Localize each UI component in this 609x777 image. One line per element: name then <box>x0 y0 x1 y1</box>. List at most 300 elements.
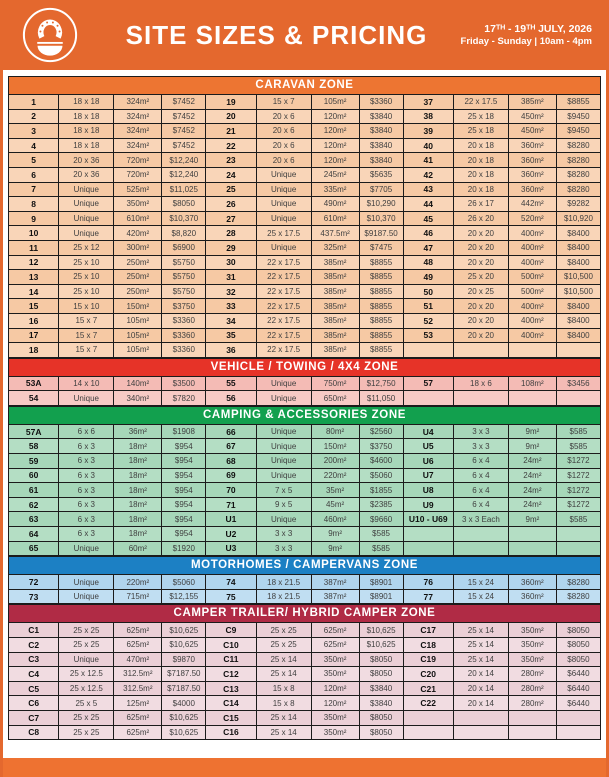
site-dimensions: 25 x 25 <box>59 725 114 740</box>
site-number: 56 <box>206 391 256 406</box>
site-price: $4600 <box>359 454 403 469</box>
site-number: 68 <box>206 454 256 469</box>
site-dimensions: 26 x 17 <box>453 197 508 212</box>
site-area: 360m² <box>508 182 556 197</box>
site-area: 385m² <box>311 270 359 285</box>
site-dimensions: Unique <box>59 575 114 590</box>
site-number: U10 - U69 <box>403 512 453 527</box>
site-dimensions: 20 x 25 <box>453 284 508 299</box>
site-price: $12,750 <box>359 376 403 391</box>
site-number: C21 <box>403 681 453 696</box>
site-area: 312.5m² <box>114 667 162 682</box>
site-number: 8 <box>9 197 59 212</box>
table-row <box>9 652 601 667</box>
site-dimensions: 26 x 20 <box>453 211 508 226</box>
table-row <box>9 226 601 241</box>
site-dimensions: 3 x 3 <box>453 424 508 439</box>
brand-logo <box>21 6 79 64</box>
table-row <box>9 589 601 604</box>
site-dimensions: Unique <box>59 197 114 212</box>
site-area: 9m² <box>508 424 556 439</box>
site-number: C14 <box>206 696 256 711</box>
site-number: C20 <box>403 667 453 682</box>
site-area: 105m² <box>311 95 359 110</box>
site-price: $8280 <box>556 153 600 168</box>
site-price: $10,625 <box>162 725 206 740</box>
site-area: 35m² <box>311 483 359 498</box>
site-price: $7452 <box>162 95 206 110</box>
site-price: $12,240 <box>162 167 206 182</box>
site-price <box>556 710 600 725</box>
site-price: $10,920 <box>556 211 600 226</box>
site-number: C11 <box>206 652 256 667</box>
site-price: $8400 <box>556 255 600 270</box>
site-dimensions: 25 x 25 <box>59 710 114 725</box>
site-dimensions: Unique <box>256 454 311 469</box>
site-number: 4 <box>9 138 59 153</box>
site-number: 7 <box>9 182 59 197</box>
site-area: 350m² <box>311 710 359 725</box>
site-dimensions: 22 x 17.5 <box>256 313 311 328</box>
site-number: 23 <box>206 153 256 168</box>
site-area: 385m² <box>311 328 359 343</box>
site-area: 400m² <box>508 299 556 314</box>
site-area: 280m² <box>508 667 556 682</box>
zone-table-vehicle-towing-4x4 <box>8 376 601 406</box>
site-price: $8050 <box>359 652 403 667</box>
site-area: 720m² <box>114 153 162 168</box>
site-dimensions: 25 x 25 <box>256 623 311 638</box>
table-row <box>9 343 601 358</box>
page-title: SITE SIZES & PRICING <box>125 19 428 50</box>
event-dates-block <box>444 22 594 49</box>
site-number: 61 <box>9 483 59 498</box>
site-area: 610m² <box>114 211 162 226</box>
site-area: 500m² <box>508 284 556 299</box>
table-row <box>9 153 601 168</box>
table-row <box>9 138 601 153</box>
site-dimensions: 18 x 18 <box>59 138 114 153</box>
site-dimensions: 6 x 4 <box>453 454 508 469</box>
site-price: $7452 <box>162 124 206 139</box>
site-price: $7187.50 <box>162 667 206 682</box>
site-dimensions: 20 x 14 <box>453 681 508 696</box>
site-area: 625m² <box>114 638 162 653</box>
site-area: 9m² <box>311 541 359 556</box>
site-dimensions: 22 x 17.5 <box>256 255 311 270</box>
site-number <box>403 343 453 358</box>
site-number: 22 <box>206 138 256 153</box>
site-dimensions: 3 x 3 <box>256 527 311 542</box>
site-price: $8855 <box>359 270 403 285</box>
site-price: $12,240 <box>162 153 206 168</box>
site-area: 750m² <box>311 376 359 391</box>
site-price: $585 <box>359 541 403 556</box>
site-area: 350m² <box>508 623 556 638</box>
site-price: $6440 <box>556 667 600 682</box>
site-price: $9660 <box>359 512 403 527</box>
site-number: U6 <box>403 454 453 469</box>
site-price: $1272 <box>556 497 600 512</box>
table-row <box>9 454 601 469</box>
zone-caravan <box>8 76 601 358</box>
site-area: 450m² <box>508 109 556 124</box>
table-row <box>9 328 601 343</box>
table-row <box>9 541 601 556</box>
site-price: $3750 <box>359 439 403 454</box>
site-price: $8855 <box>359 343 403 358</box>
site-dimensions: 15 x 10 <box>59 299 114 314</box>
table-row <box>9 391 601 406</box>
site-number: 69 <box>206 468 256 483</box>
table-row <box>9 424 601 439</box>
site-price: $7187.50 <box>162 681 206 696</box>
site-area: 140m² <box>114 376 162 391</box>
site-area <box>508 710 556 725</box>
site-price: $3360 <box>162 343 206 358</box>
site-area: 470m² <box>114 652 162 667</box>
site-dimensions: 15 x 8 <box>256 696 311 711</box>
site-area: 125m² <box>114 696 162 711</box>
site-number: C5 <box>9 681 59 696</box>
site-price: $8901 <box>359 575 403 590</box>
site-price: $585 <box>556 424 600 439</box>
site-number: 50 <box>403 284 453 299</box>
site-number: U7 <box>403 468 453 483</box>
site-price: $9282 <box>556 197 600 212</box>
site-number: 21 <box>206 124 256 139</box>
site-number: 24 <box>206 167 256 182</box>
site-number: 66 <box>206 424 256 439</box>
site-number: C19 <box>403 652 453 667</box>
site-dimensions: Unique <box>59 211 114 226</box>
zone-camping-accessories <box>8 406 601 556</box>
site-dimensions: 18 x 18 <box>59 109 114 124</box>
site-area: 387m² <box>311 589 359 604</box>
site-number: 60 <box>9 468 59 483</box>
site-price: $954 <box>162 483 206 498</box>
site-number: C22 <box>403 696 453 711</box>
site-price: $8280 <box>556 138 600 153</box>
site-area: 24m² <box>508 483 556 498</box>
site-area: 120m² <box>311 109 359 124</box>
site-area: 24m² <box>508 454 556 469</box>
site-price: $5060 <box>359 468 403 483</box>
site-area: 120m² <box>311 124 359 139</box>
site-price <box>556 541 600 556</box>
site-number <box>403 725 453 740</box>
site-area: 105m² <box>114 328 162 343</box>
site-number: 71 <box>206 497 256 512</box>
table-row <box>9 376 601 391</box>
site-area: 24m² <box>508 497 556 512</box>
site-dimensions: Unique <box>59 391 114 406</box>
table-row <box>9 468 601 483</box>
site-number: 74 <box>206 575 256 590</box>
site-number: 44 <box>403 197 453 212</box>
table-row <box>9 527 601 542</box>
site-price: $6440 <box>556 681 600 696</box>
site-price: $954 <box>162 454 206 469</box>
site-area: 715m² <box>114 589 162 604</box>
site-number: 2 <box>9 109 59 124</box>
site-price: $4000 <box>162 696 206 711</box>
site-area: 350m² <box>311 652 359 667</box>
site-number: 58 <box>9 439 59 454</box>
site-number: 31 <box>206 270 256 285</box>
site-price: $10,500 <box>556 284 600 299</box>
site-dimensions: 20 x 20 <box>453 226 508 241</box>
site-area <box>508 725 556 740</box>
site-price: $10,290 <box>359 197 403 212</box>
site-price: $10,625 <box>359 623 403 638</box>
site-dimensions <box>453 527 508 542</box>
site-dimensions: Unique <box>59 226 114 241</box>
table-row <box>9 623 601 638</box>
site-dimensions: 20 x 20 <box>453 299 508 314</box>
table-row <box>9 197 601 212</box>
site-dimensions: 25 x 12 <box>59 240 114 255</box>
site-number: 53 <box>403 328 453 343</box>
table-row <box>9 667 601 682</box>
site-number: 28 <box>206 226 256 241</box>
site-dimensions: 15 x 24 <box>453 589 508 604</box>
site-dimensions: 6 x 4 <box>453 483 508 498</box>
site-dimensions: 20 x 6 <box>256 153 311 168</box>
site-price: $7452 <box>162 138 206 153</box>
site-area: 400m² <box>508 313 556 328</box>
site-price: $8,820 <box>162 226 206 241</box>
site-area: 360m² <box>508 138 556 153</box>
site-number: 47 <box>403 240 453 255</box>
zone-title-camping-accessories: CAMPING & ACCESSORIES ZONE <box>8 406 601 424</box>
site-number: C9 <box>206 623 256 638</box>
site-dimensions: Unique <box>59 541 114 556</box>
site-number: 52 <box>403 313 453 328</box>
site-dimensions: 6 x 3 <box>59 483 114 498</box>
site-number: 33 <box>206 299 256 314</box>
site-dimensions: 18 x 21.5 <box>256 575 311 590</box>
site-number: C17 <box>403 623 453 638</box>
site-number: 17 <box>9 328 59 343</box>
site-dimensions: 25 x 10 <box>59 270 114 285</box>
site-area: 18m² <box>114 483 162 498</box>
site-area: 650m² <box>311 391 359 406</box>
zone-title-caravan: CARAVAN ZONE <box>8 76 601 94</box>
site-number: 45 <box>403 211 453 226</box>
site-number <box>403 527 453 542</box>
site-number: 26 <box>206 197 256 212</box>
site-price: $8050 <box>162 197 206 212</box>
table-row <box>9 167 601 182</box>
site-price: $10,625 <box>359 638 403 653</box>
site-number: 51 <box>403 299 453 314</box>
site-price: $5750 <box>162 284 206 299</box>
site-dimensions: 25 x 25 <box>59 638 114 653</box>
site-price: $3360 <box>359 95 403 110</box>
site-number: 63 <box>9 512 59 527</box>
site-number: U2 <box>206 527 256 542</box>
site-price: $1272 <box>556 468 600 483</box>
site-dimensions: 20 x 20 <box>453 313 508 328</box>
site-number: 49 <box>403 270 453 285</box>
site-dimensions <box>453 343 508 358</box>
zone-table-camping-accessories <box>8 424 601 556</box>
site-dimensions: 18 x 18 <box>59 124 114 139</box>
site-dimensions: 6 x 3 <box>59 527 114 542</box>
site-number <box>403 541 453 556</box>
site-price: $7820 <box>162 391 206 406</box>
site-price: $7705 <box>359 182 403 197</box>
site-price: $10,625 <box>162 710 206 725</box>
site-dimensions: 25 x 14 <box>453 638 508 653</box>
site-area <box>508 391 556 406</box>
site-dimensions: 15 x 7 <box>59 343 114 358</box>
site-price <box>556 527 600 542</box>
site-price <box>556 725 600 740</box>
site-number: C16 <box>206 725 256 740</box>
table-row <box>9 725 601 740</box>
site-dimensions: 25 x 10 <box>59 255 114 270</box>
site-area: 18m² <box>114 527 162 542</box>
site-number: U3 <box>206 541 256 556</box>
site-area: 360m² <box>508 575 556 590</box>
site-price: $5750 <box>162 270 206 285</box>
site-price: $3500 <box>162 376 206 391</box>
site-area: 280m² <box>508 681 556 696</box>
site-dimensions: Unique <box>256 424 311 439</box>
site-dimensions <box>453 541 508 556</box>
site-dimensions: 3 x 3 <box>256 541 311 556</box>
zone-title-vehicle-towing-4x4: VEHICLE / TOWING / 4X4 ZONE <box>8 358 601 376</box>
site-price: $8280 <box>556 182 600 197</box>
site-dimensions: 20 x 36 <box>59 167 114 182</box>
site-dimensions: 15 x 7 <box>59 313 114 328</box>
site-area: 120m² <box>311 138 359 153</box>
site-area: 625m² <box>114 725 162 740</box>
site-price: $5635 <box>359 167 403 182</box>
site-number: C12 <box>206 667 256 682</box>
site-dimensions: 25 x 17.5 <box>256 226 311 241</box>
site-dimensions: 9 x 5 <box>256 497 311 512</box>
site-area: 120m² <box>311 696 359 711</box>
site-price: $2385 <box>359 497 403 512</box>
site-price: $8280 <box>556 167 600 182</box>
site-area: 350m² <box>311 725 359 740</box>
site-dimensions: Unique <box>59 652 114 667</box>
site-dimensions: Unique <box>59 182 114 197</box>
site-area: 450m² <box>508 124 556 139</box>
site-price <box>556 343 600 358</box>
zone-motorhomes-campervans <box>8 556 601 604</box>
site-price: $8050 <box>556 652 600 667</box>
site-area: 105m² <box>114 343 162 358</box>
site-dimensions: 15 x 8 <box>256 681 311 696</box>
site-area: 18m² <box>114 497 162 512</box>
table-row <box>9 211 601 226</box>
site-area: 105m² <box>114 313 162 328</box>
site-area: 60m² <box>114 541 162 556</box>
site-area: 9m² <box>508 512 556 527</box>
site-price: $11,050 <box>359 391 403 406</box>
site-area: 18m² <box>114 468 162 483</box>
site-area <box>508 527 556 542</box>
site-number: 38 <box>403 109 453 124</box>
site-number: 54 <box>9 391 59 406</box>
site-area: 18m² <box>114 439 162 454</box>
site-price: $1272 <box>556 454 600 469</box>
site-area: 9m² <box>311 527 359 542</box>
site-dimensions: 18 x 18 <box>59 95 114 110</box>
site-price: $954 <box>162 497 206 512</box>
site-price: $3840 <box>359 109 403 124</box>
site-price: $6900 <box>162 240 206 255</box>
site-area: 520m² <box>508 211 556 226</box>
site-dimensions: Unique <box>256 376 311 391</box>
site-number: 55 <box>206 376 256 391</box>
site-price: $10,500 <box>556 270 600 285</box>
site-area: 220m² <box>114 575 162 590</box>
site-price: $954 <box>162 439 206 454</box>
site-price: $3360 <box>162 328 206 343</box>
site-dimensions: Unique <box>256 211 311 226</box>
site-price: $8855 <box>556 95 600 110</box>
table-row <box>9 512 601 527</box>
zone-vehicle-towing-4x4 <box>8 358 601 406</box>
site-area: 120m² <box>311 681 359 696</box>
site-dimensions: 6 x 3 <box>59 439 114 454</box>
site-price: $8050 <box>359 710 403 725</box>
site-price: $8400 <box>556 313 600 328</box>
site-number: 41 <box>403 153 453 168</box>
site-area: 250m² <box>114 255 162 270</box>
site-number: C4 <box>9 667 59 682</box>
site-price: $10,370 <box>359 211 403 226</box>
site-dimensions: 25 x 18 <box>453 124 508 139</box>
site-dimensions: 22 x 17.5 <box>256 343 311 358</box>
zone-table-motorhomes-campervans <box>8 574 601 604</box>
site-dimensions: 22 x 17.5 <box>256 328 311 343</box>
site-number: 6 <box>9 167 59 182</box>
site-number: 57 <box>403 376 453 391</box>
site-number: 40 <box>403 138 453 153</box>
site-price: $9187.50 <box>359 226 403 241</box>
site-area: 400m² <box>508 240 556 255</box>
site-dimensions: 15 x 24 <box>453 575 508 590</box>
site-dimensions: 25 x 12.5 <box>59 667 114 682</box>
site-dimensions: 6 x 6 <box>59 424 114 439</box>
site-area: 400m² <box>508 255 556 270</box>
table-row <box>9 313 601 328</box>
site-dimensions: 20 x 6 <box>256 124 311 139</box>
site-dimensions: 20 x 36 <box>59 153 114 168</box>
table-row <box>9 497 601 512</box>
site-number: 15 <box>9 299 59 314</box>
site-price: $12,155 <box>162 589 206 604</box>
site-price: $1272 <box>556 483 600 498</box>
site-price: $8901 <box>359 589 403 604</box>
site-dimensions: 20 x 18 <box>453 153 508 168</box>
site-dimensions: 20 x 18 <box>453 167 508 182</box>
site-price: $8280 <box>556 575 600 590</box>
site-area: 400m² <box>508 328 556 343</box>
site-price: $3840 <box>359 681 403 696</box>
site-area: 420m² <box>114 226 162 241</box>
site-number: 72 <box>9 575 59 590</box>
site-number: 62 <box>9 497 59 512</box>
site-area: 24m² <box>508 468 556 483</box>
site-number: 59 <box>9 454 59 469</box>
